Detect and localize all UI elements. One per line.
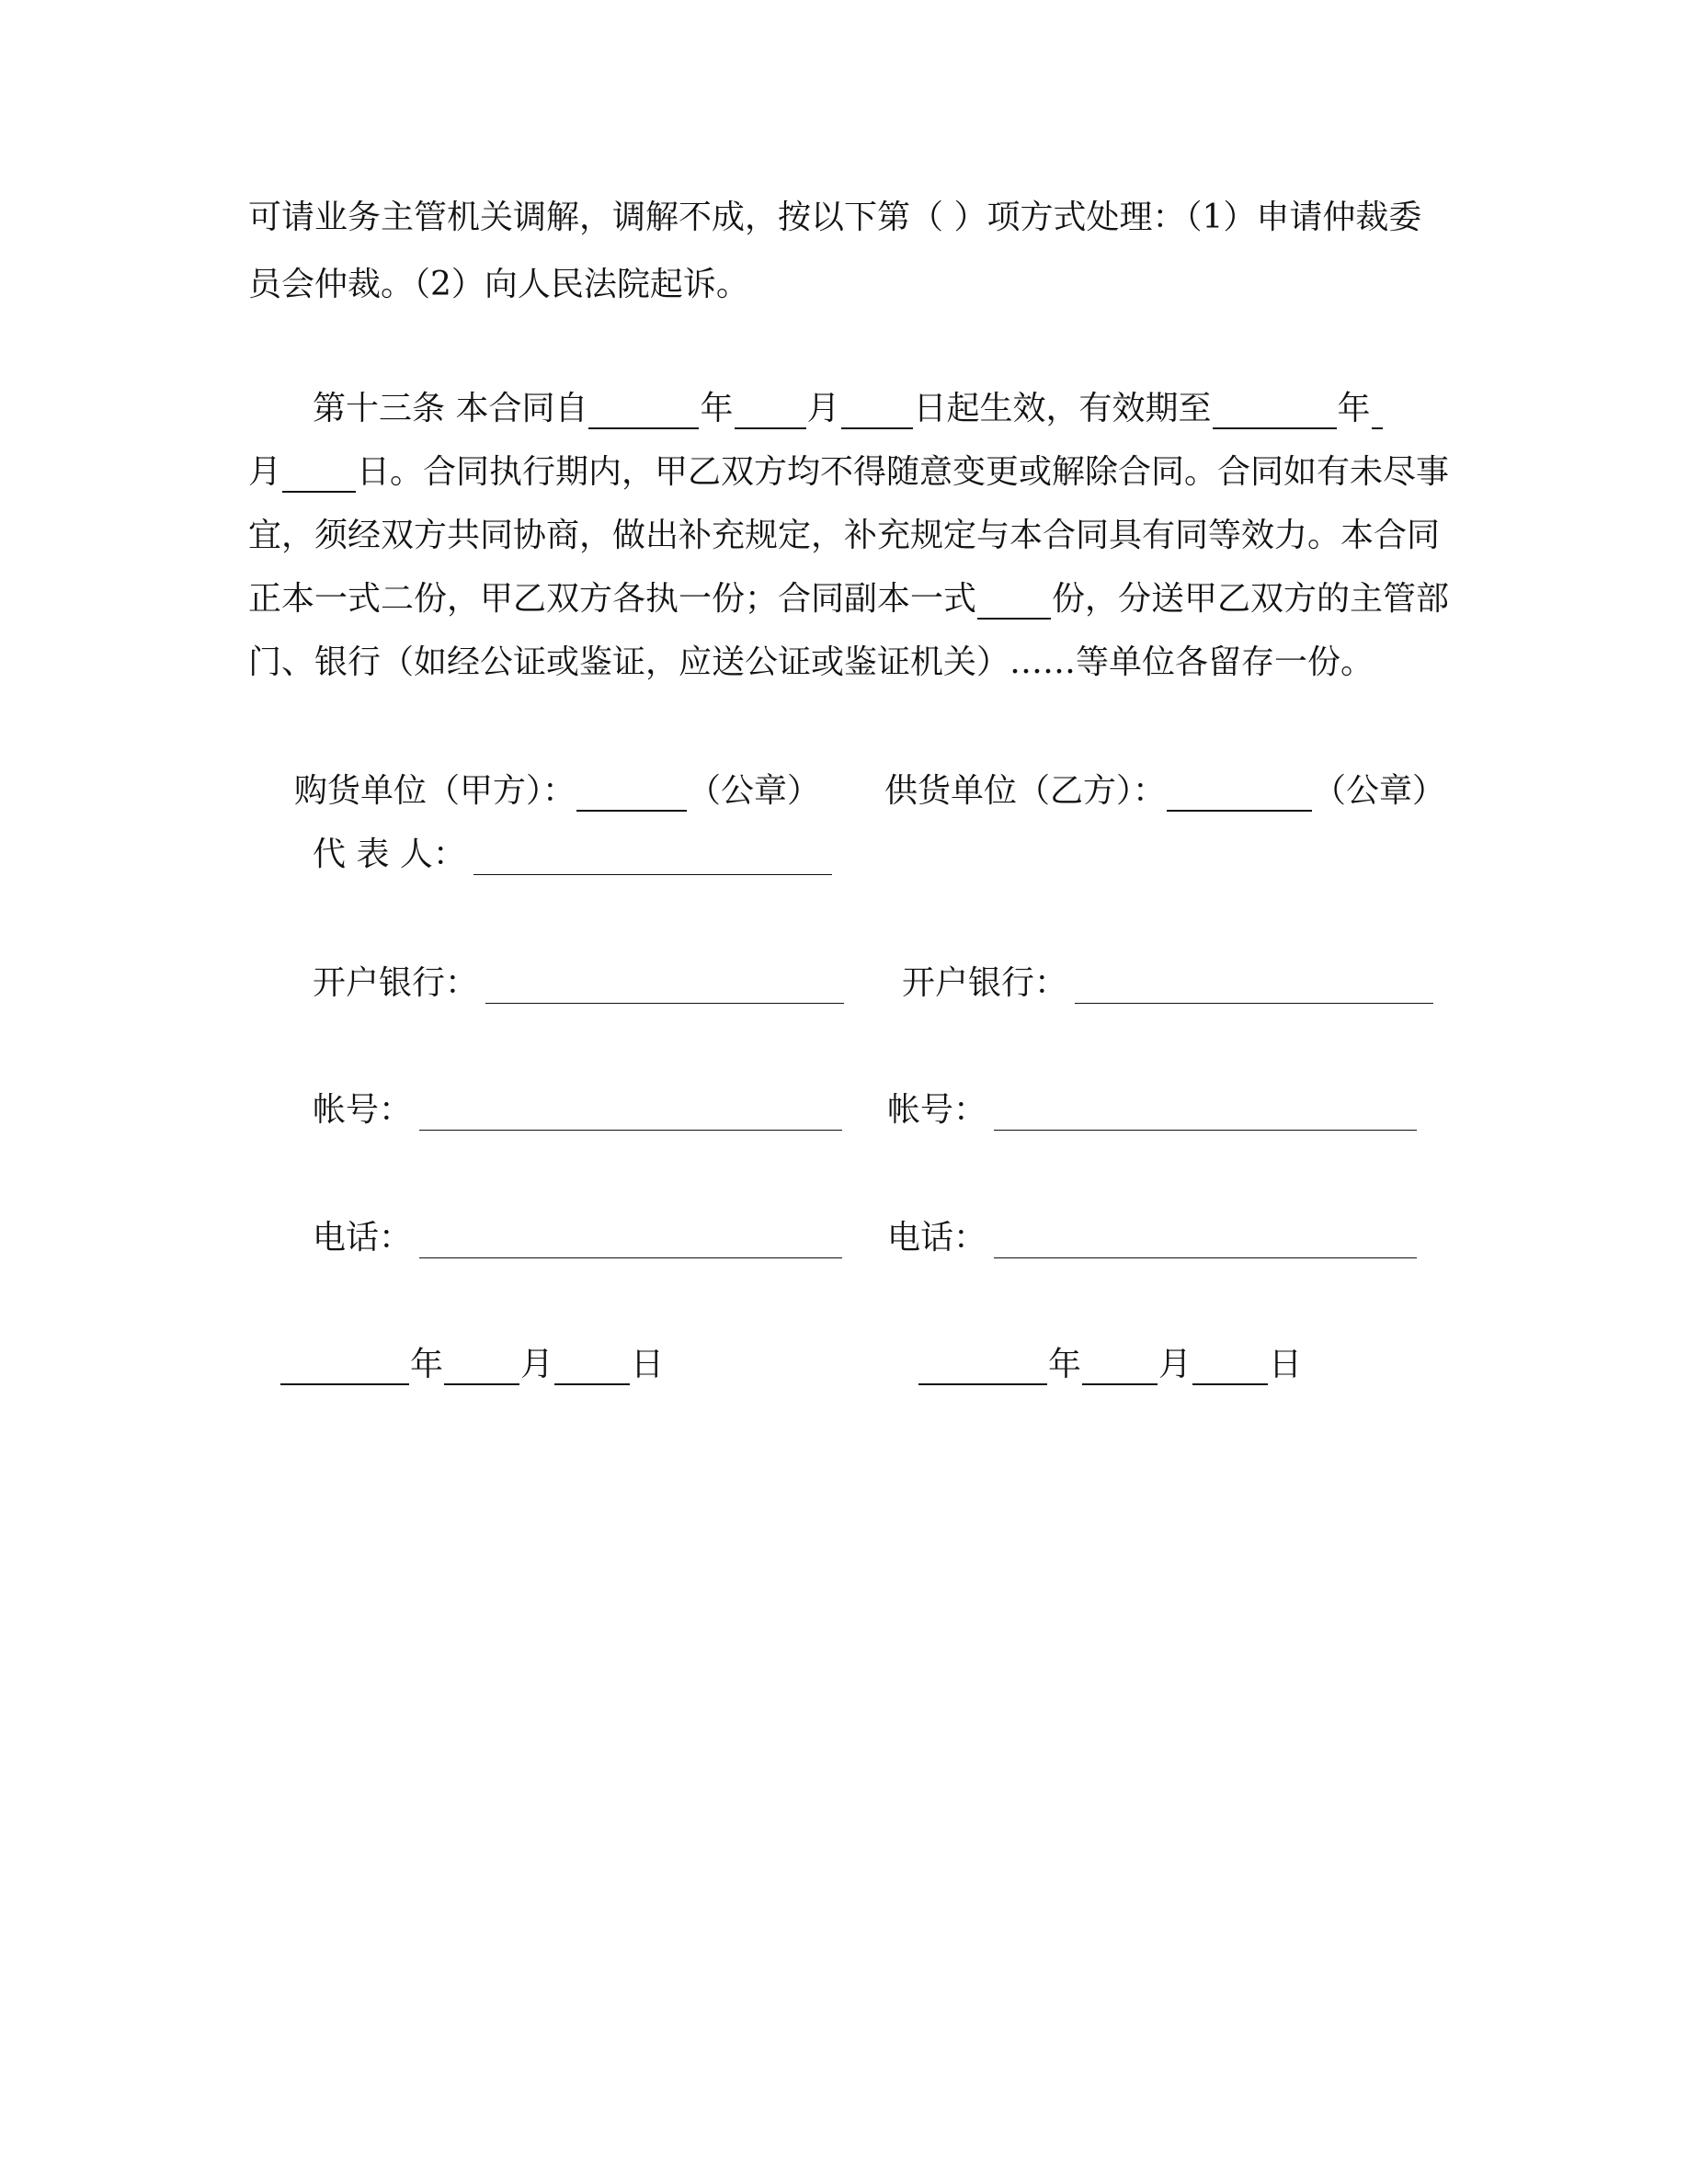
seller-phone-row (887, 1218, 1418, 1258)
seller-account-row (887, 1090, 1418, 1131)
end-year-blank[interactable] (1213, 400, 1337, 429)
seal-label: （公章） (1313, 772, 1446, 810)
representative-label: 代 表 人： (313, 836, 466, 873)
text: 日 (631, 1346, 665, 1383)
seller-row (884, 771, 1445, 812)
buyer-day-blank[interactable] (554, 1356, 630, 1385)
end-day-blank[interactable] (282, 463, 356, 493)
buyer-row (294, 771, 820, 812)
body-line (248, 198, 1421, 238)
buyer-label: 购货单位（甲方）： (294, 772, 576, 810)
text: 月 (806, 390, 840, 427)
seller-year-blank[interactable] (918, 1356, 1047, 1385)
article13-line5 (248, 643, 1374, 683)
text: 可请业务主管机关调解，调解不成，按以下第（ ）项方式处理：（1）申请仲裁委 (248, 199, 1422, 236)
buyer-account-row (313, 1090, 843, 1131)
text: 年 (410, 1346, 444, 1383)
representative-row (313, 835, 833, 875)
seller-bank-blank[interactable] (1075, 975, 1433, 1004)
text: 份，分送甲乙双方的主管部 (1052, 580, 1450, 618)
article-title: 第十三条 (313, 390, 446, 427)
buyer-account-blank[interactable] (419, 1102, 842, 1131)
text: 本合同自 (455, 390, 588, 427)
seller-bank-row (902, 963, 1434, 1004)
buyer-year-blank[interactable] (280, 1356, 409, 1385)
phone-label: 电话： (887, 1219, 987, 1257)
buyer-date-row (279, 1345, 664, 1385)
representative-blank[interactable] (473, 847, 832, 875)
text: 月 (520, 1346, 554, 1383)
buyer-bank-blank[interactable] (485, 975, 844, 1004)
buyer-month-blank[interactable] (444, 1356, 519, 1385)
seller-account-blank[interactable] (994, 1102, 1417, 1131)
text: 日 (1269, 1346, 1303, 1383)
start-day-blank[interactable] (841, 400, 913, 429)
text: 正本一式二份，甲乙双方各执一份；合同副本一式 (248, 580, 977, 618)
text: 年 (700, 390, 734, 427)
text: 日起生效，有效期至 (913, 390, 1212, 427)
text: 门、银行（如经公证或鉴证，应送公证或鉴证机关）……等单位各留存一份。 (248, 643, 1374, 681)
text: 年 (1048, 1346, 1082, 1383)
text: 月 (1158, 1346, 1192, 1383)
article13-line3 (248, 516, 1440, 556)
text: 宜，须经双方共同协商，做出补充规定，补充规定与本合同具有同等效力。本合同 (248, 517, 1441, 554)
end-month-blank[interactable] (1372, 400, 1383, 429)
article13-line1 (313, 389, 1384, 429)
text: 员会仲裁。（2）向人民法院起诉。 (248, 266, 749, 303)
seller-phone-blank[interactable] (994, 1230, 1417, 1258)
text: 日。合同执行期内，甲乙双方均不得随意变更或解除合同。合同如有未尽事 (357, 453, 1450, 491)
text: 年 (1337, 390, 1371, 427)
account-label: 帐号： (887, 1091, 987, 1129)
buyer-phone-row (313, 1218, 843, 1258)
copies-blank[interactable] (977, 590, 1051, 620)
bank-label: 开户银行： (902, 964, 1068, 1002)
seller-name-blank[interactable] (1167, 782, 1312, 812)
seller-label: 供货单位（乙方）： (884, 772, 1167, 810)
account-label: 帐号： (313, 1091, 413, 1129)
seller-day-blank[interactable] (1192, 1356, 1268, 1385)
seller-month-blank[interactable] (1082, 1356, 1158, 1385)
bank-label: 开户银行： (313, 964, 479, 1002)
start-month-blank[interactable] (735, 400, 806, 429)
buyer-name-blank[interactable] (576, 782, 687, 812)
seal-label: （公章） (688, 772, 821, 810)
buyer-bank-row (313, 963, 845, 1004)
buyer-phone-blank[interactable] (419, 1230, 842, 1258)
start-year-blank[interactable] (588, 400, 699, 429)
body-line (248, 265, 749, 305)
article13-line4 (248, 579, 1449, 620)
text: 月 (248, 453, 282, 491)
article13-line2 (248, 452, 1449, 493)
seller-date-row (918, 1345, 1302, 1385)
phone-label: 电话： (313, 1219, 413, 1257)
